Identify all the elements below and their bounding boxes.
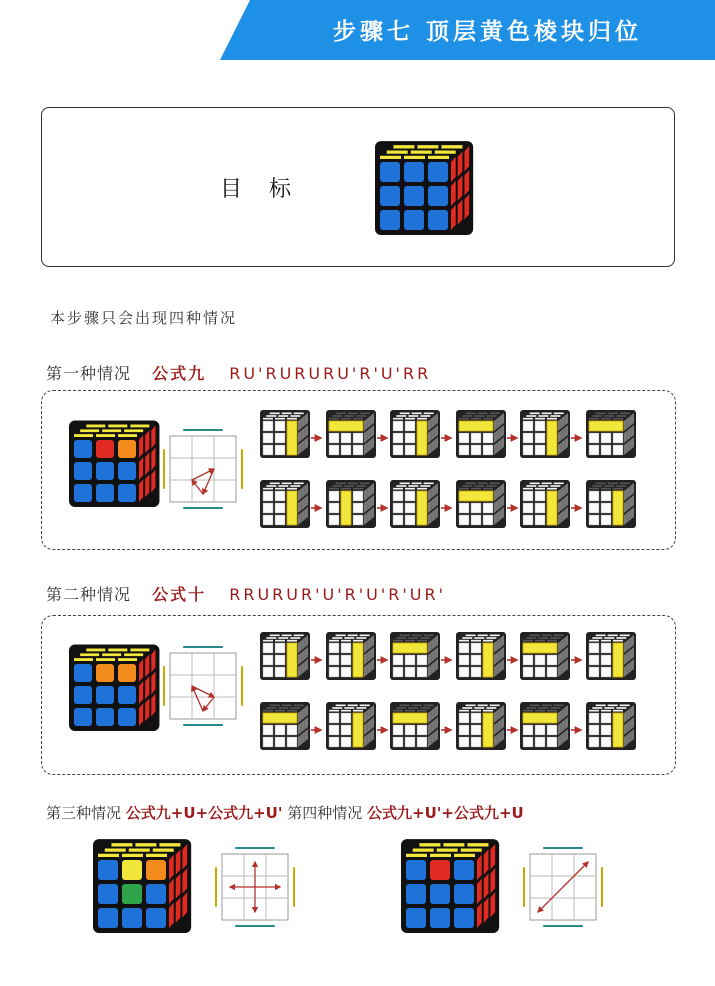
case-1-row-2-cube-4 [456, 480, 506, 528]
case-2-row-1-cube-4 [456, 632, 506, 680]
case-2-row-1-cube-1 [260, 632, 310, 680]
case-2-row-1-cube-2 [326, 632, 376, 680]
case-1-row-2-cube-2 [326, 480, 376, 528]
case-3-formula: 公式九+U+公式九+U' [125, 804, 283, 822]
case-4-name: 第四种情况 [287, 804, 363, 822]
case-1-name: 第一种情况 [46, 364, 132, 383]
case-2-formula: 公式十 [152, 585, 207, 604]
case-2-row-1-cube-6 [586, 632, 636, 680]
case-1-row-2-cube-5 [520, 480, 570, 528]
case-2-row-1-cube-3 [390, 632, 440, 680]
case-1-algorithm: RU'RURURU'R'U'RR [229, 364, 432, 383]
case-1-cube [69, 420, 159, 507]
case-2-row-1-cube-5 [520, 632, 570, 680]
case-2-diagram [164, 647, 242, 725]
case-2-cube [69, 644, 159, 731]
case-2-row-2-cube-4 [456, 702, 506, 750]
case-1-row-2-cube-6 [586, 480, 636, 528]
case-2-algorithm: RRURUR'U'R'U'R'UR' [229, 585, 446, 604]
case-4-cube [401, 839, 499, 933]
case-2-name: 第二种情况 [46, 585, 132, 604]
case-4-diagram [524, 848, 602, 926]
case-1-row-2-cube-3 [390, 480, 440, 528]
case-1-formula: 公式九 [152, 364, 207, 383]
case-3-name: 第三种情况 [46, 804, 122, 822]
case-1-row-1-cube-3 [390, 410, 440, 458]
case-2-row-2-cube-3 [390, 702, 440, 750]
goal-label: 目 标 [220, 177, 301, 202]
case-2-row-2-cube-2 [326, 702, 376, 750]
case-1-row-2-cube-1 [260, 480, 310, 528]
case-3-diagram [216, 848, 294, 926]
page-title: 步骤七 顶层黄色棱块归位 [332, 19, 642, 45]
case-1-row-1-cube-1 [260, 410, 310, 458]
case-1-diagram [164, 430, 242, 508]
case-1-row-1-cube-2 [326, 410, 376, 458]
case-1-row-1-cube-5 [520, 410, 570, 458]
case-4-formula: 公式九+U'+公式九+U [367, 804, 524, 822]
case-1-row-1-cube-4 [456, 410, 506, 458]
intro-text: 本步骤只会出现四种情况 [50, 309, 238, 327]
case-2-row-2-cube-6 [586, 702, 636, 750]
case-1-row-1-cube-6 [586, 410, 636, 458]
case-2-row-2-cube-1 [260, 702, 310, 750]
case-2-row-2-cube-5 [520, 702, 570, 750]
case-3-cube [93, 839, 191, 933]
